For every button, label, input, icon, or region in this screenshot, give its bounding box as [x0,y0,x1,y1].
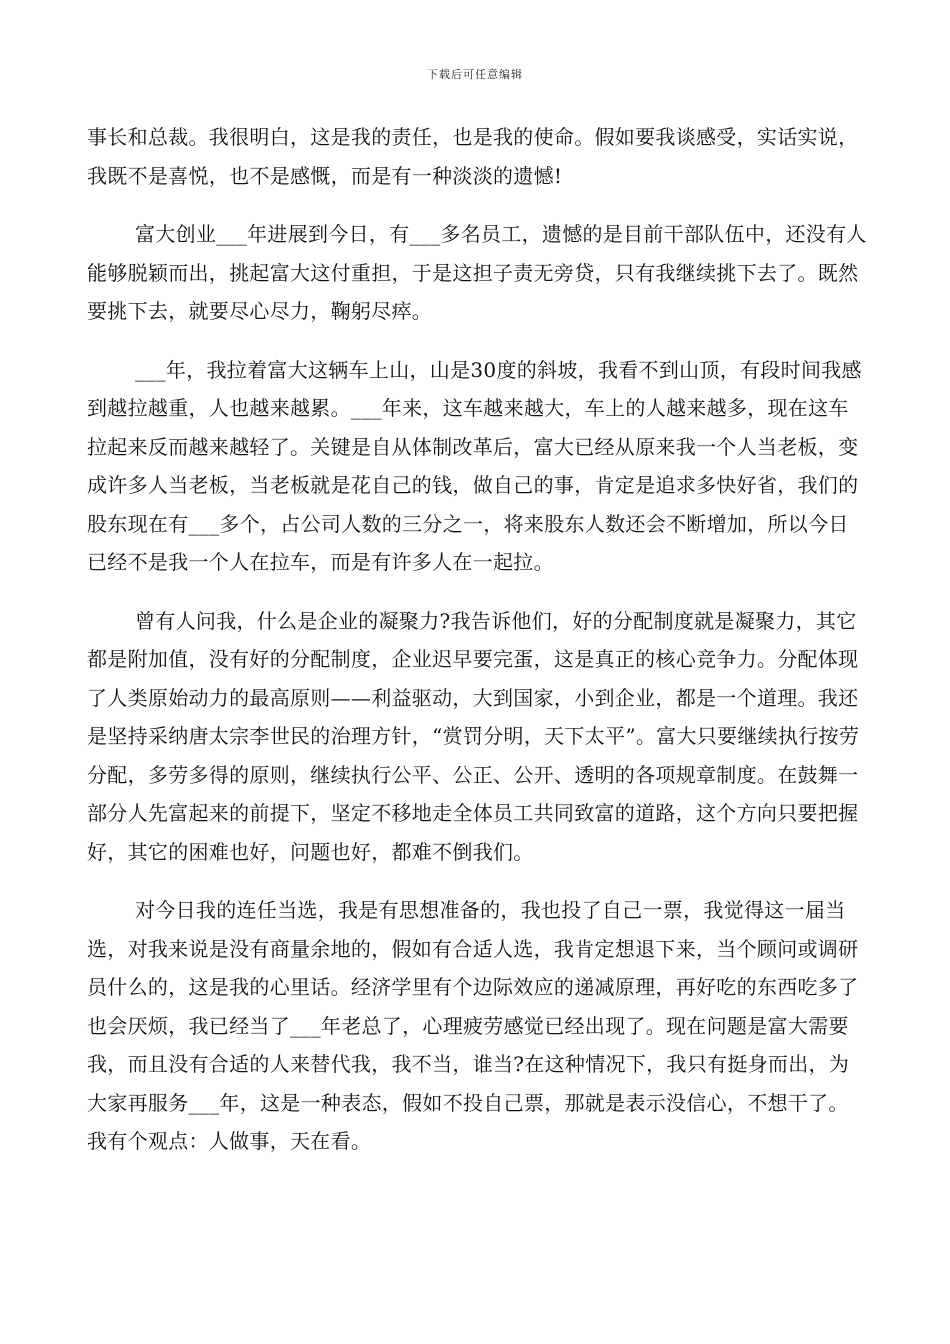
paragraph-2: 富大创业___年进展到今日，有___多名员工，遗憾的是目前干部队伍中，还没有人能够脱颖而出，挑起富大这付重担，于是这担子责无旁贷，只有我继续挑下去了。既然要挑下去，就要尽心尽力，鞠躬尽瘁。 [87,222,867,323]
paragraph-5: 对今日我的连任当选，我是有思想准备的，我也投了自己一票，我觉得这一届当选，对我来说是没有商量余地的，假如有合适人选，我肯定想退下来，当个顾问或调研员什么的，这是我的心里话。经济学里有个边际效应的递减原理，再好吃的东西吃多了也会厌烦，我已经当了___年老总了，心理疲劳感觉已经出现了。现在问题是富大需要我，而且没有合适的人来替代我，我不当，谁当?在这种情况下，我只有挺身而出，为大家再服务___年，这是一种表态，假如不投自己票，那就是表示没信心，不想干了。我有个观点：人做事，天在看。 [87,898,859,1153]
paragraph-1: 事长和总裁。我很明白，这是我的责任，也是我的使命。假如要我谈感受，实话实说，我既不是喜悦，也不是感慨，而是有一种淡淡的遗憾! [87,125,859,188]
document-body [87,118,867,1161]
paragraph-4: 曾有人问我，什么是企业的凝聚力?我告诉他们，好的分配制度就是凝聚力，其它都是附加值，没有好的分配制度，企业迟早要完蛋，这是真正的核心竞争力。分配体现了人类原始动力的最高原则——利益驱动，大到国家，小到企业，都是一个道理。我还是坚持采纳唐太宗李世民的治理方针，“赏罚分明，天下太平”。富大只要继续执行按劳分配，多劳多得的原则，继续执行公平、公正、公开、透明的各项规章制度。在鼓舞一部分人先富起来的前提下，坚定不移地走全体员工共同致富的道路，这个方向只要把握好，其它的困难也好，问题也好，都难不倒我们。 [87,608,860,864]
page-header: 下载后可任意编辑 [427,68,523,81]
paragraph-3: ___年，我拉着富大这辆车上山，山是30度的斜坡，我看不到山顶，有段时间我感到越拉越重，人也越来越累。___年来，这车越来越大，车上的人越来越多，现在这车拉起来反而越来越轻了。关键是自从体制改革后，富大已经从原来我一个人当老板，变成许多人当老板，当老板就是花自己的钱，做自己的事，肯定是追求多快好省，我们的股东现在有___多个，占公司人数的三分之一，将来股东人数还会不断增加，所以今日已经不是我一个人在拉车，而是有许多人在一起拉。 [87,357,862,574]
